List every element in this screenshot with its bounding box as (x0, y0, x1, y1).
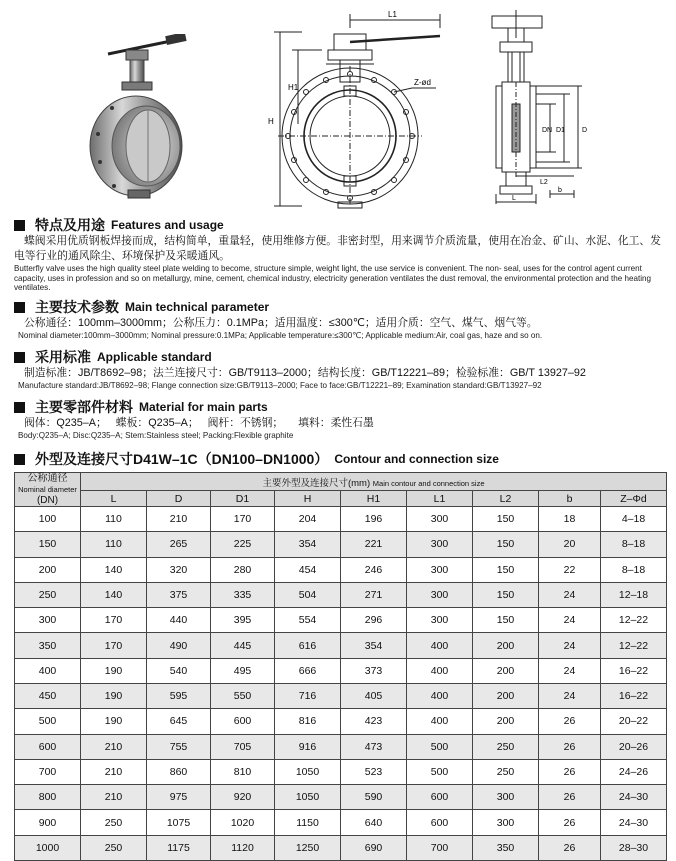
table-cell: 200 (473, 709, 539, 734)
table-cell: 4–18 (601, 507, 667, 532)
table-cell: 26 (539, 709, 601, 734)
table-cell: 150 (473, 557, 539, 582)
table-cell: 26 (539, 835, 601, 860)
cell-dn: 600 (15, 734, 81, 759)
contour-title-en: Contour and connection size (334, 452, 499, 466)
section-features (14, 216, 666, 293)
table-cell: 26 (539, 810, 601, 835)
bullet-square-icon (14, 402, 25, 413)
table-cell: 225 (211, 532, 275, 557)
table-cell: 860 (147, 759, 211, 784)
table-row (15, 532, 667, 557)
table-cell: 616 (275, 633, 341, 658)
table-cell: 400 (407, 683, 473, 708)
header-main-en: Main contour and connection size (372, 478, 485, 488)
cell-dn: 350 (15, 633, 81, 658)
table-row (15, 734, 667, 759)
table-cell: 600 (211, 709, 275, 734)
table-cell: 1150 (275, 810, 341, 835)
table-cell: 210 (81, 759, 147, 784)
table-cell: 265 (147, 532, 211, 557)
standard-title-en: Applicable standard (97, 350, 212, 364)
table-cell: 170 (81, 633, 147, 658)
table-cell: 24 (539, 608, 601, 633)
cell-dn: 500 (15, 709, 81, 734)
standard-body-en: Manufacture standard:JB/T8692–98; Flange connection size:GB/T9113–2000; Face to face:GB/T12221–89; Examination standard:GB/T13927–92 (18, 381, 542, 390)
standard-body-cn: 制造标准：JB/T8692–98；法兰连接尺寸：GB/T9113–2000；结构长度：GB/T12221–89；检验标准：GB/T 13927–92 (24, 367, 586, 379)
table-cell: 20–26 (601, 734, 667, 759)
column-header: H1 (341, 491, 407, 507)
table-cell: 110 (81, 532, 147, 557)
section-title (14, 298, 666, 316)
table-cell: 400 (407, 709, 473, 734)
table-cell: 350 (473, 835, 539, 860)
table-cell: 24 (539, 582, 601, 607)
column-header: L (81, 491, 147, 507)
table-cell: 140 (81, 557, 147, 582)
table-cell: 204 (275, 507, 341, 532)
params-body-cn: 公称通径：100mm–3000mm；公称压力：0.1MPa；适用温度：≤300℃；适用介质：空气、煤气、烟气等。 (24, 317, 538, 329)
table-row (15, 759, 667, 784)
table-row (15, 785, 667, 810)
table-cell: 26 (539, 734, 601, 759)
table-cell: 300 (407, 582, 473, 607)
features-body-cn: 蝶阀采用优质钢板焊接而成，结构简单，重量轻，使用维修方便。非密封型，用来调节介质流量，使用在冶金、矿山、水泥、化工、发电等行业的通风除尘、环境保护及采暖通风。 (14, 235, 662, 262)
table-cell: 590 (341, 785, 407, 810)
table-cell: 810 (211, 759, 275, 784)
table-cell: 554 (275, 608, 341, 633)
table-cell: 504 (275, 582, 341, 607)
header-main (81, 473, 667, 491)
header-dn-en: Nominal diameter (18, 485, 77, 494)
table-cell: 705 (211, 734, 275, 759)
table-column-row (15, 491, 667, 507)
table-cell: 1175 (147, 835, 211, 860)
table-cell: 395 (211, 608, 275, 633)
front-view-drawing (262, 6, 472, 211)
table-cell: 640 (341, 810, 407, 835)
features-title-en: Features and usage (111, 218, 224, 232)
table-cell: 1250 (275, 835, 341, 860)
materials-body-en: Body:Q235–A; Disc:Q235–A; Stem:Stainless steel; Packing:Flexible graphite (18, 431, 294, 440)
table-cell: 540 (147, 658, 211, 683)
table-cell: 405 (341, 683, 407, 708)
table-cell: 1050 (275, 759, 341, 784)
table-cell: 300 (407, 557, 473, 582)
table-cell: 150 (473, 582, 539, 607)
bullet-square-icon (14, 352, 25, 363)
table-cell: 12–18 (601, 582, 667, 607)
table-cell: 250 (81, 835, 147, 860)
table-cell: 271 (341, 582, 407, 607)
figure-row (0, 0, 676, 212)
table-row (15, 683, 667, 708)
header-dn (15, 473, 81, 507)
header-dn-unit: (DN) (36, 495, 59, 506)
table-cell: 300 (473, 785, 539, 810)
table-cell: 300 (407, 507, 473, 532)
table-cell: 440 (147, 608, 211, 633)
section-contour (14, 450, 666, 468)
table-cell: 150 (473, 507, 539, 532)
table-cell: 150 (473, 532, 539, 557)
dimension-table (14, 472, 667, 861)
column-header: L2 (473, 491, 539, 507)
table-cell: 495 (211, 658, 275, 683)
table-cell: 300 (473, 810, 539, 835)
materials-title-en: Material for main parts (139, 400, 268, 414)
table-cell: 24 (539, 633, 601, 658)
label-l2: L2 (540, 179, 548, 186)
table-cell: 1050 (275, 785, 341, 810)
table-row (15, 835, 667, 860)
params-body-en: Nominal diameter:100mm–3000mm; Nominal pressure:0.1MPa; Applicable temperature:≤300℃; Applicable medium:Air, coal gas, haze and so on. (18, 331, 543, 340)
table-cell: 423 (341, 709, 407, 734)
cell-dn: 100 (15, 507, 81, 532)
table-cell: 550 (211, 683, 275, 708)
table-cell: 296 (341, 608, 407, 633)
table-cell: 816 (275, 709, 341, 734)
table-cell: 523 (341, 759, 407, 784)
cell-dn: 150 (15, 532, 81, 557)
section-params (14, 298, 666, 341)
cell-dn: 400 (15, 658, 81, 683)
table-row (15, 709, 667, 734)
table-row (15, 658, 667, 683)
table-cell: 473 (341, 734, 407, 759)
column-header: D1 (211, 491, 275, 507)
table-row (15, 810, 667, 835)
table-cell: 490 (147, 633, 211, 658)
table-cell: 400 (407, 633, 473, 658)
table-cell: 24 (539, 658, 601, 683)
valve-photo (84, 34, 194, 199)
table-cell: 645 (147, 709, 211, 734)
table-cell: 190 (81, 709, 147, 734)
table-cell: 12–22 (601, 633, 667, 658)
table-cell: 975 (147, 785, 211, 810)
table-cell: 916 (275, 734, 341, 759)
table-cell: 170 (211, 507, 275, 532)
table-cell: 8–18 (601, 557, 667, 582)
label-l: L (512, 195, 516, 202)
table-cell: 375 (147, 582, 211, 607)
params-title-en: Main technical parameter (125, 300, 270, 314)
cell-dn: 900 (15, 810, 81, 835)
side-view-drawing (478, 8, 598, 208)
cell-dn: 1000 (15, 835, 81, 860)
column-header: L1 (407, 491, 473, 507)
materials-title-cn: 主要零部件材料 (35, 399, 133, 415)
label-b: b (558, 187, 562, 194)
table-cell: 666 (275, 658, 341, 683)
table-cell: 110 (81, 507, 147, 532)
table-cell: 500 (407, 759, 473, 784)
table-row (15, 633, 667, 658)
table-cell: 920 (211, 785, 275, 810)
table-cell: 24–26 (601, 759, 667, 784)
cell-dn: 700 (15, 759, 81, 784)
table-cell: 755 (147, 734, 211, 759)
table-cell: 335 (211, 582, 275, 607)
table-cell: 28–30 (601, 835, 667, 860)
table-cell: 200 (473, 683, 539, 708)
table-cell: 320 (147, 557, 211, 582)
contour-title-cn: 外型及连接尺寸D41W–1C（DN100–DN1000） (35, 451, 329, 467)
column-header: H (275, 491, 341, 507)
table-cell: 140 (81, 582, 147, 607)
table-cell: 250 (81, 810, 147, 835)
table-cell: 26 (539, 785, 601, 810)
table-row (15, 582, 667, 607)
table-cell: 190 (81, 683, 147, 708)
label-h: H (268, 117, 274, 126)
table-cell: 12–22 (601, 608, 667, 633)
table-cell: 20–22 (601, 709, 667, 734)
table-row (15, 507, 667, 532)
table-cell: 8–18 (601, 532, 667, 557)
table-cell: 18 (539, 507, 601, 532)
table-cell: 250 (473, 759, 539, 784)
column-header: D (147, 491, 211, 507)
cell-dn: 250 (15, 582, 81, 607)
table-cell: 300 (407, 532, 473, 557)
table-cell: 210 (81, 785, 147, 810)
table-cell: 454 (275, 557, 341, 582)
table-cell: 210 (81, 734, 147, 759)
table-cell: 354 (341, 633, 407, 658)
section-title (14, 348, 666, 366)
table-body (15, 507, 667, 861)
cell-dn: 800 (15, 785, 81, 810)
table-cell: 150 (473, 608, 539, 633)
table-cell: 600 (407, 785, 473, 810)
table-row (15, 557, 667, 582)
column-header: b (539, 491, 601, 507)
header-dn-cn: 公称通径 (27, 473, 68, 484)
section-standard (14, 348, 666, 391)
cell-dn: 200 (15, 557, 81, 582)
table-cell: 221 (341, 532, 407, 557)
table-cell: 500 (407, 734, 473, 759)
label-d1: D1 (556, 127, 565, 134)
header-main-cn: 主要外型及连接尺寸(mm) (262, 477, 371, 489)
section-title (14, 398, 666, 416)
table-cell: 1120 (211, 835, 275, 860)
table-cell: 16–22 (601, 658, 667, 683)
table-cell: 16–22 (601, 683, 667, 708)
table-cell: 26 (539, 759, 601, 784)
materials-body-cn: 阀体：Q235–A； 蝶板：Q235–A； 阀杆：不锈钢； 填料：柔性石墨 (24, 417, 374, 429)
bullet-square-icon (14, 220, 25, 231)
cell-dn: 450 (15, 683, 81, 708)
table-cell: 445 (211, 633, 275, 658)
table-cell: 600 (407, 810, 473, 835)
label-dn: DN (542, 127, 553, 134)
table-cell: 595 (147, 683, 211, 708)
table-cell: 250 (473, 734, 539, 759)
table-cell: 190 (81, 658, 147, 683)
table-cell: 200 (473, 658, 539, 683)
table-cell: 210 (147, 507, 211, 532)
label-zd: Z-ød (414, 78, 431, 87)
label-h1: H1 (288, 83, 299, 92)
table-cell: 22 (539, 557, 601, 582)
section-title (14, 216, 666, 234)
column-header: Z–Φd (601, 491, 667, 507)
params-title-cn: 主要技术参数 (35, 299, 119, 315)
features-title-cn: 特点及用途 (35, 217, 105, 233)
table-cell: 690 (341, 835, 407, 860)
table-cell: 170 (81, 608, 147, 633)
table-cell: 1020 (211, 810, 275, 835)
standard-title-cn: 采用标准 (35, 349, 91, 365)
table-row (15, 608, 667, 633)
table-cell: 400 (407, 658, 473, 683)
table-cell: 1075 (147, 810, 211, 835)
label-d: D (582, 127, 588, 134)
table-cell: 20 (539, 532, 601, 557)
table-cell: 700 (407, 835, 473, 860)
table-cell: 354 (275, 532, 341, 557)
section-materials (14, 398, 666, 441)
table-cell: 246 (341, 557, 407, 582)
table-cell: 200 (473, 633, 539, 658)
table-cell: 280 (211, 557, 275, 582)
table-cell: 196 (341, 507, 407, 532)
section-title (14, 450, 666, 468)
bullet-square-icon (14, 302, 25, 313)
features-body-en: Butterfly valve uses the high quality steel plate welding to become, structure simple, weight light, the use service is convenient. The non- seal, uses for the control agent current capacity, uses in profession and so on metallurgy, mine, cement, chemical industry, electricity generation ventilates the dust removal, the environmental protection and the heating ventilates. (14, 264, 652, 292)
label-l1: L1 (388, 10, 397, 19)
table-cell: 373 (341, 658, 407, 683)
table-cell: 24–30 (601, 810, 667, 835)
table-header-row (15, 473, 667, 491)
bullet-square-icon (14, 454, 25, 465)
table-cell: 300 (407, 608, 473, 633)
table-cell: 24 (539, 683, 601, 708)
table-cell: 24–30 (601, 785, 667, 810)
table-cell: 716 (275, 683, 341, 708)
cell-dn: 300 (15, 608, 81, 633)
